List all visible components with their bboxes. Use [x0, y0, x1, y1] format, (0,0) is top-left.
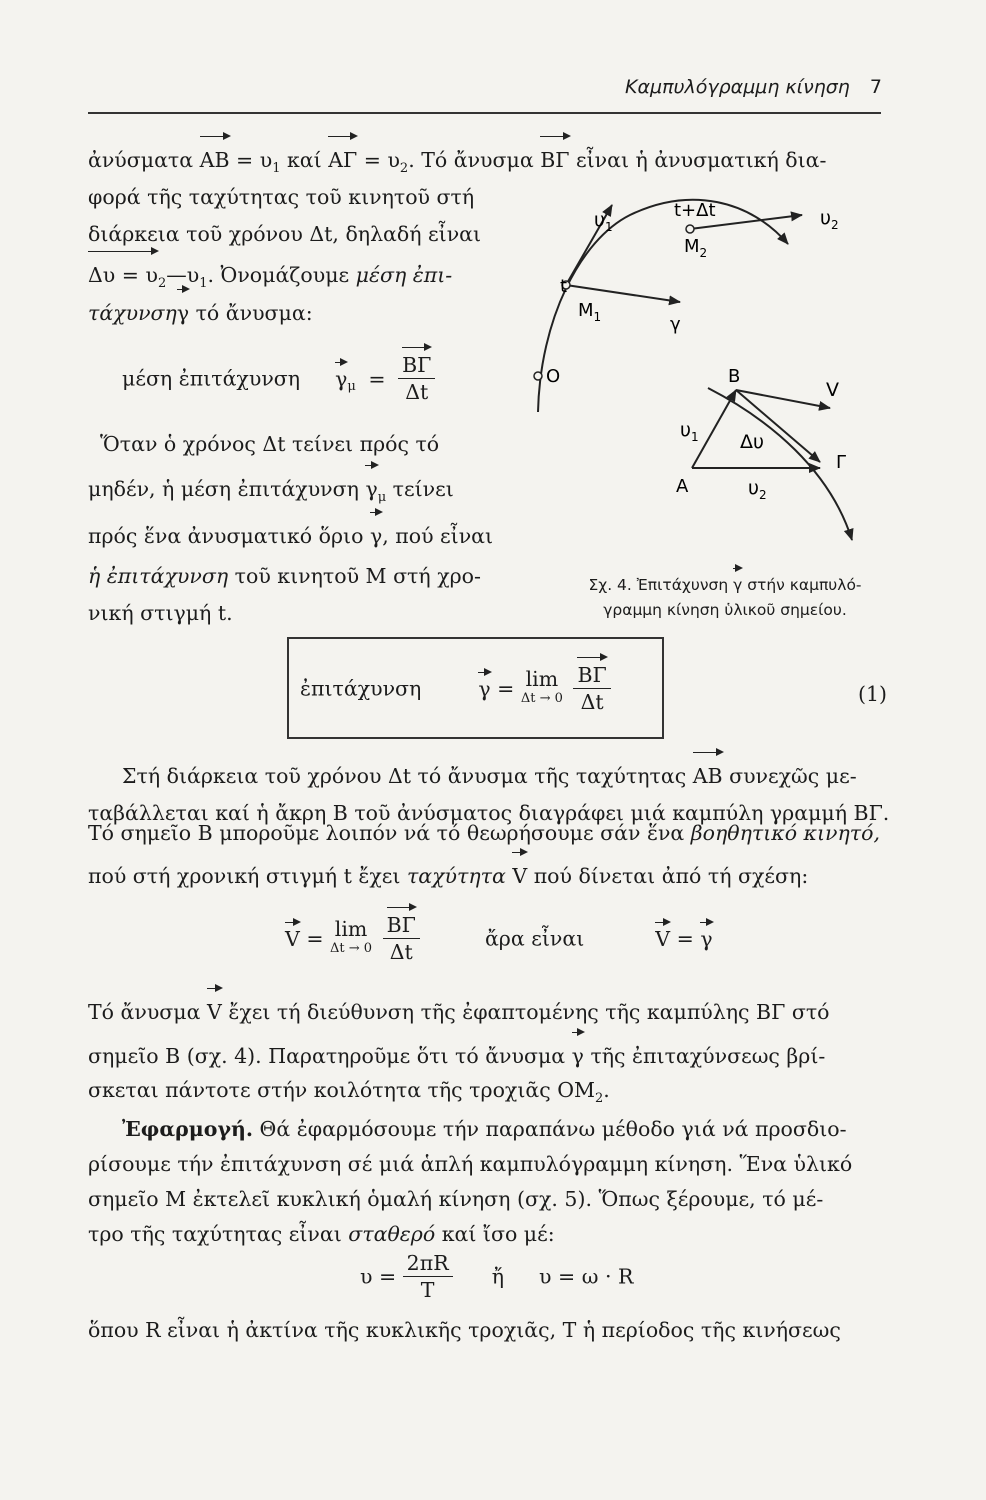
text-line-2: φορά τῆς ταχύτητας τοῦ κινητοῦ στή	[88, 185, 475, 209]
text-line-10: ἡ ἐπιτάχυνση τοῦ κινητοῦ Μ στή χρο-	[88, 564, 481, 588]
vector-bg: ΒΓ	[540, 141, 569, 180]
label-u2-top: $\upsilon_2$	[820, 207, 839, 232]
label-m1: $M_1$	[578, 300, 602, 324]
page-number: 7	[869, 76, 882, 98]
text-line-1: ἀνύσματα AB = $\upsilon_1$ καί $A\Gamma = \upsilon_2$. Τό ἄνυσμα ΒΓ εἶναι ἡ ἀνυσματική δια-	[88, 141, 826, 188]
fraction-bg-dt: $\frac{B\Gamma}{\Delta t}$	[398, 352, 435, 405]
para4-line-3: σημεῖο Μ ἐκτελεῖ κυκλική ὁμαλή κίνηση (σχ. 5). Ὅπως ξέρουμε, τό μέ-	[88, 1187, 824, 1211]
text-line-11: νική στιγμή t.	[88, 601, 233, 625]
vector-du: Δυ = υ	[88, 256, 158, 295]
point-o	[534, 372, 542, 380]
label-u1-top: $\upsilon_1$	[594, 209, 613, 234]
label-t-dt: t+Δt	[674, 200, 716, 221]
para2-line-1: Στή διάρκεια τοῦ χρόνου Δt τό ἄνυσμα τῆς ταχύτητας AB συνεχῶς με-	[122, 757, 857, 796]
label-u2: $\upsilon_2$	[748, 477, 767, 502]
label-o: O	[546, 366, 561, 387]
para3-line-2: σημεῖο Β (σχ. 4). Παρατηροῦμε ὅτι τό ἄνυσμα γ τῆς ἐπιταχύνσεως βρί-	[88, 1037, 825, 1076]
header-title: Καμπυλόγραμμη κίνηση	[625, 76, 850, 98]
trajectory-curve	[538, 200, 788, 412]
label-m2: $M_2$	[684, 236, 708, 260]
mean-acceleration-eq: μέση ἐπιτάχυνση $\gamma_\mu$ = $\frac{B\Gamma}{\Delta t}$	[122, 352, 435, 405]
vector-v-arrow	[736, 390, 830, 408]
label-g: Γ	[836, 452, 847, 473]
label-t: t	[560, 276, 568, 297]
label-gamma: γ	[670, 314, 681, 335]
text-line-8: μηδέν, ἡ μέση ἐπιτάχυνση $\gamma_\mu$ τείνει	[88, 470, 454, 517]
vector-ag: ΑΓ	[328, 141, 357, 180]
text-line-9: πρός ἕνα ἀνυσματικό ὅριο γ, πού εἶναι	[88, 517, 493, 556]
point-t-dt	[686, 225, 694, 233]
figure-4-diagram	[530, 160, 880, 555]
text-line-3: διάρκεια τοῦ χρόνου Δt, δηλαδή εἶναι	[88, 222, 482, 246]
para3-line-1: Τό ἄνυσμα V ἔχει τή διεύθυνση τῆς ἐφαπτομένης τῆς καμπύλης ΒΓ στό	[88, 993, 830, 1032]
text-line-7: Ὅταν ὁ χρόνος Δt τείνει πρός τό	[100, 432, 440, 456]
acceleration-limit-eq: ἐπιτάχυνση γ = lim Δt → 0 $\frac{B\Gamma}{\Delta t}$	[300, 662, 611, 715]
label-du: Δυ	[740, 431, 764, 453]
velocity-tip-curve	[708, 388, 852, 540]
u1-velocity-arrow	[566, 205, 612, 285]
para4-line-2: ρίσουμε τήν ἐπιτάχυνση σέ μιά ἁπλή καμπυλόγραμμη κίνηση. Ἕνα ὑλικό	[88, 1152, 853, 1176]
label-u1: $\upsilon_1$	[680, 419, 699, 444]
para4-line-4: τρο τῆς ταχύτητας εἶναι σταθερό καί ἴσο μέ:	[88, 1222, 555, 1246]
speed-equation: υ = $\frac{2\pi R}{T}$ ἤ υ = ω · R	[360, 1251, 634, 1302]
label-b: B	[728, 366, 741, 387]
vector-ab-arrow	[692, 390, 736, 468]
velocity-limit-eq: V = lim Δt → 0 $\frac{B\Gamma}{\Delta t}$ ἄρα εἶναι V = γ	[285, 913, 713, 964]
running-header	[625, 76, 882, 98]
figure-4-caption: Σχ. 4. Ἐπιτάχυνση γ στήν καμπυλό- γραμμη κίνηση ὑλικοῦ σημείου.	[560, 573, 890, 623]
vector-ab: AB	[200, 141, 230, 180]
para4-line-1: Ἐφαρμογή. Θά ἐφαρμόσουμε τήν παραπάνω μέθοδο γιά νά προσδιο-	[122, 1117, 847, 1141]
para2-line-4: πού στή χρονική στιγμή t ἔχει ταχύτητα V πού δίνεται ἀπό τή σχέση:	[88, 857, 808, 896]
header-rule	[88, 112, 881, 114]
para3-line-3: σκεται πάντοτε στήν κοιλότητα τῆς τροχιᾶς $OM_2$.	[88, 1078, 610, 1107]
text-line-5: τάχυνσηγ τό ἄνυσμα:	[88, 294, 313, 333]
text-line-4: $\Delta\upsilon = \upsilon_2—\upsilon_1$. Ὀνομάζουμε μέση ἐπι-	[88, 256, 452, 303]
label-a: A	[676, 476, 689, 497]
para2-line-2: ταβάλλεται καί ἡ ἄκρη Β τοῦ ἀνύσματος διαγράφει μιά καμπύλη γραμμή ΒΓ.	[88, 801, 890, 825]
label-v: V	[826, 379, 839, 401]
equation-number-1: (1)	[858, 682, 888, 706]
para2-line-3: Τό σημεῖο Β μποροῦμε λοιπόν νά τό θεωρήσουμε σάν ἕνα βοηθητικό κινητό,	[88, 821, 880, 845]
final-line: ὅπου R εἶναι ἡ ἀκτίνα τῆς κυκλικῆς τροχιᾶς, T ἡ περίοδος τῆς κινήσεως	[88, 1318, 841, 1342]
